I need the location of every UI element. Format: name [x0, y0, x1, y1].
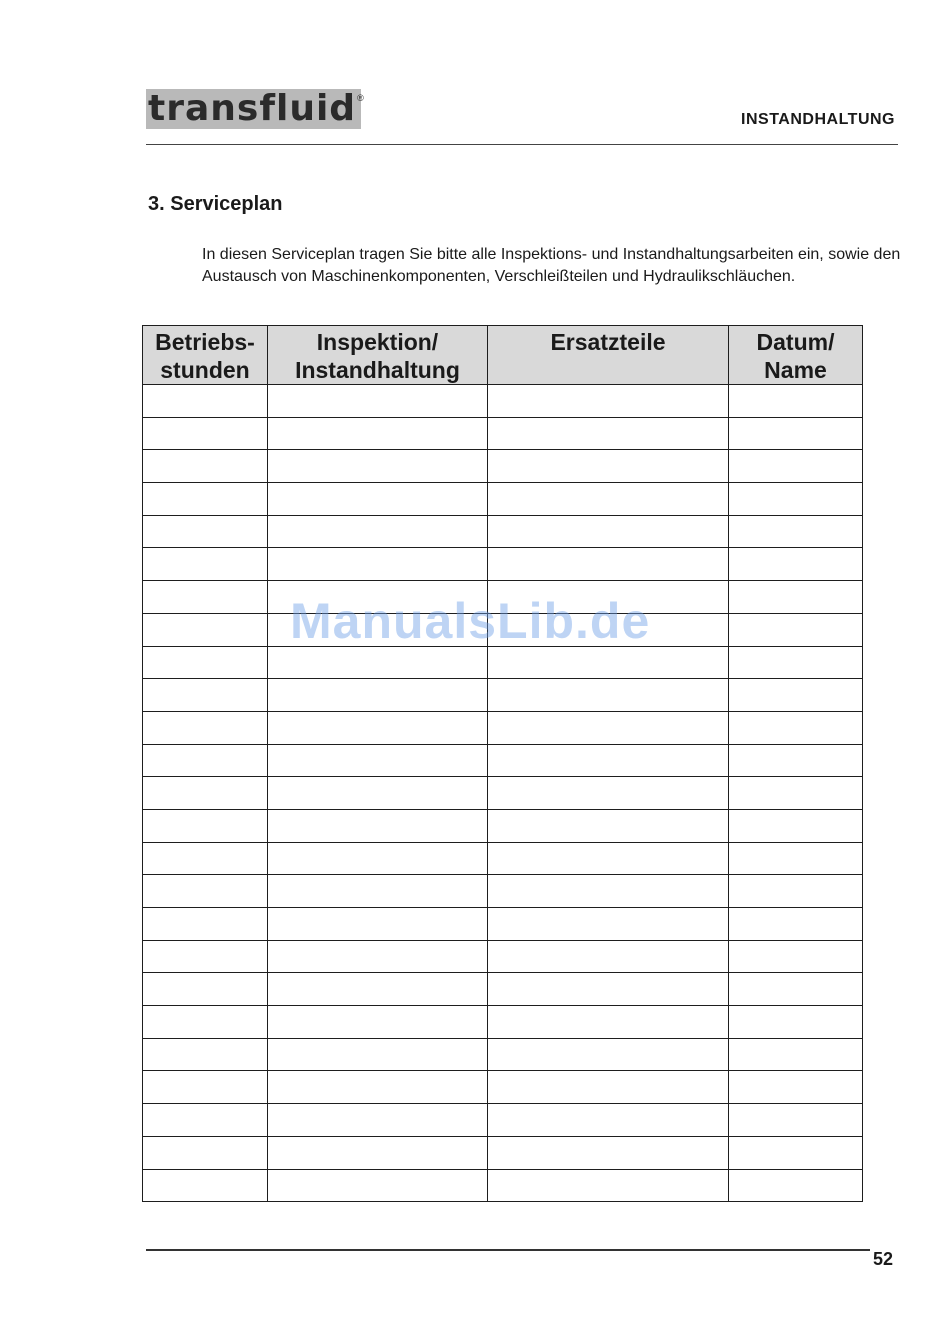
- table-cell[interactable]: [143, 973, 268, 1006]
- table-cell[interactable]: [729, 646, 863, 679]
- table-cell[interactable]: [729, 483, 863, 516]
- table-cell[interactable]: [143, 1038, 268, 1071]
- table-cell[interactable]: [268, 385, 488, 418]
- table-cell[interactable]: [488, 515, 729, 548]
- table-cell[interactable]: [488, 1104, 729, 1137]
- table-cell[interactable]: [268, 1006, 488, 1039]
- table-cell[interactable]: [729, 1104, 863, 1137]
- table-cell[interactable]: [729, 744, 863, 777]
- table-cell[interactable]: [268, 1038, 488, 1071]
- table-cell[interactable]: [488, 417, 729, 450]
- table-row: [143, 842, 863, 875]
- table-row: [143, 483, 863, 516]
- table-cell[interactable]: [729, 809, 863, 842]
- table-cell[interactable]: [268, 1136, 488, 1169]
- table-cell[interactable]: [729, 1136, 863, 1169]
- table-cell[interactable]: [143, 450, 268, 483]
- table-cell[interactable]: [143, 1071, 268, 1104]
- watermark: ManualsLib.de: [290, 593, 651, 649]
- table-body: [143, 385, 863, 1202]
- page-number: 52: [873, 1249, 894, 1269]
- table-cell[interactable]: [729, 515, 863, 548]
- table-row: [143, 777, 863, 810]
- table-cell[interactable]: [143, 809, 268, 842]
- table-cell[interactable]: [143, 842, 268, 875]
- table-row: [143, 1169, 863, 1202]
- table-row: [143, 908, 863, 941]
- table-cell[interactable]: [488, 908, 729, 941]
- table-cell[interactable]: [268, 711, 488, 744]
- table-cell[interactable]: [268, 777, 488, 810]
- table-cell[interactable]: [143, 875, 268, 908]
- table-cell[interactable]: [729, 385, 863, 418]
- table-cell[interactable]: [268, 1071, 488, 1104]
- intro-paragraph: In diesen Serviceplan tragen Sie bitte alle Inspektions- und Instandhaltungsarbeiten ein, sowie den Austausch von Maschinenkomponenten, Verschleißteilen und Hydraulikschläuchen.: [202, 246, 901, 285]
- table-cell[interactable]: [268, 679, 488, 712]
- table-cell[interactable]: [488, 875, 729, 908]
- table-row: [143, 450, 863, 483]
- table-cell[interactable]: [268, 1169, 488, 1202]
- table-cell[interactable]: [143, 483, 268, 516]
- table-cell[interactable]: [729, 875, 863, 908]
- section-header: INSTANDHALTUNG: [741, 111, 895, 128]
- service-plan-table: [142, 325, 863, 1202]
- table-cell[interactable]: [488, 711, 729, 744]
- table-cell[interactable]: [488, 809, 729, 842]
- transfluid-logo: [146, 88, 364, 129]
- table-cell[interactable]: [268, 450, 488, 483]
- column-header-ersatzteile: Ersatzteile: [488, 326, 729, 385]
- table-cell[interactable]: [729, 1006, 863, 1039]
- table-cell[interactable]: [143, 1169, 268, 1202]
- table-cell[interactable]: [729, 777, 863, 810]
- table-cell[interactable]: [268, 940, 488, 973]
- table-row: [143, 679, 863, 712]
- table-cell[interactable]: [268, 1104, 488, 1137]
- table-header-row: [143, 326, 863, 385]
- table-cell[interactable]: [488, 744, 729, 777]
- logo-text: transfluid: [148, 88, 357, 129]
- column-header-inspektion: Inspektion/ Instandhaltung: [268, 326, 488, 385]
- table-row: [143, 1136, 863, 1169]
- table-cell[interactable]: [268, 809, 488, 842]
- table-cell[interactable]: [488, 940, 729, 973]
- table-cell[interactable]: [268, 515, 488, 548]
- table-cell[interactable]: [143, 385, 268, 418]
- table-cell[interactable]: [488, 646, 729, 679]
- table-cell[interactable]: [488, 1136, 729, 1169]
- table-cell[interactable]: [729, 548, 863, 581]
- table-row: [143, 1071, 863, 1104]
- table-cell[interactable]: [143, 613, 268, 646]
- table-cell[interactable]: [488, 483, 729, 516]
- table-row: [143, 875, 863, 908]
- table-cell[interactable]: [143, 744, 268, 777]
- table-cell[interactable]: [729, 450, 863, 483]
- footer-divider: [146, 1249, 870, 1251]
- table-row: [143, 973, 863, 1006]
- table-cell[interactable]: [488, 1169, 729, 1202]
- table-cell[interactable]: [143, 581, 268, 614]
- table-cell[interactable]: [488, 385, 729, 418]
- table-row: [143, 1006, 863, 1039]
- table-cell[interactable]: [143, 515, 268, 548]
- table-cell[interactable]: [143, 777, 268, 810]
- page-title: 3. Serviceplan: [148, 193, 283, 215]
- table-cell[interactable]: [729, 908, 863, 941]
- table-row: [143, 1104, 863, 1137]
- column-header-betriebsstunden: Betriebs- stunden: [143, 326, 268, 385]
- table-cell[interactable]: [268, 548, 488, 581]
- table-cell[interactable]: [268, 842, 488, 875]
- table-cell[interactable]: [143, 908, 268, 941]
- table-cell[interactable]: [729, 1071, 863, 1104]
- table-cell[interactable]: [488, 1071, 729, 1104]
- table-cell[interactable]: [729, 842, 863, 875]
- table-cell[interactable]: [143, 1006, 268, 1039]
- table-cell[interactable]: [488, 548, 729, 581]
- table-cell[interactable]: [143, 417, 268, 450]
- table-row: [143, 515, 863, 548]
- table-cell[interactable]: [488, 1038, 729, 1071]
- registered-mark: ®: [357, 93, 364, 103]
- table-cell[interactable]: [268, 744, 488, 777]
- table-cell[interactable]: [729, 613, 863, 646]
- table-row: [143, 646, 863, 679]
- table-cell[interactable]: [268, 908, 488, 941]
- table-cell[interactable]: [729, 1038, 863, 1071]
- table-cell[interactable]: [488, 777, 729, 810]
- table-cell[interactable]: [268, 417, 488, 450]
- column-header-datum: Datum/ Name: [729, 326, 863, 385]
- table-row: [143, 417, 863, 450]
- table-cell[interactable]: [488, 450, 729, 483]
- table-cell[interactable]: [488, 842, 729, 875]
- table-row: [143, 809, 863, 842]
- table-cell[interactable]: [729, 679, 863, 712]
- table-cell[interactable]: [143, 679, 268, 712]
- table-cell[interactable]: [729, 581, 863, 614]
- table-cell[interactable]: [268, 646, 488, 679]
- table-row: [143, 744, 863, 777]
- table-cell[interactable]: [488, 973, 729, 1006]
- table-cell[interactable]: [729, 711, 863, 744]
- header-divider: [146, 144, 898, 145]
- table-cell[interactable]: [143, 548, 268, 581]
- table-cell[interactable]: [729, 1169, 863, 1202]
- table-row: [143, 548, 863, 581]
- table-cell[interactable]: [143, 711, 268, 744]
- table-cell[interactable]: [143, 940, 268, 973]
- table-row: [143, 385, 863, 418]
- table-cell[interactable]: [488, 1006, 729, 1039]
- table-cell[interactable]: [143, 1104, 268, 1137]
- table-cell[interactable]: [729, 940, 863, 973]
- table-row: [143, 940, 863, 973]
- table-cell[interactable]: [268, 483, 488, 516]
- table-cell[interactable]: [268, 875, 488, 908]
- table-row: [143, 1038, 863, 1071]
- table-cell[interactable]: [143, 1136, 268, 1169]
- table-row: [143, 711, 863, 744]
- table-cell[interactable]: [143, 646, 268, 679]
- table-cell[interactable]: [268, 973, 488, 1006]
- table-cell[interactable]: [488, 679, 729, 712]
- table-cell[interactable]: [729, 973, 863, 1006]
- table-cell[interactable]: [729, 417, 863, 450]
